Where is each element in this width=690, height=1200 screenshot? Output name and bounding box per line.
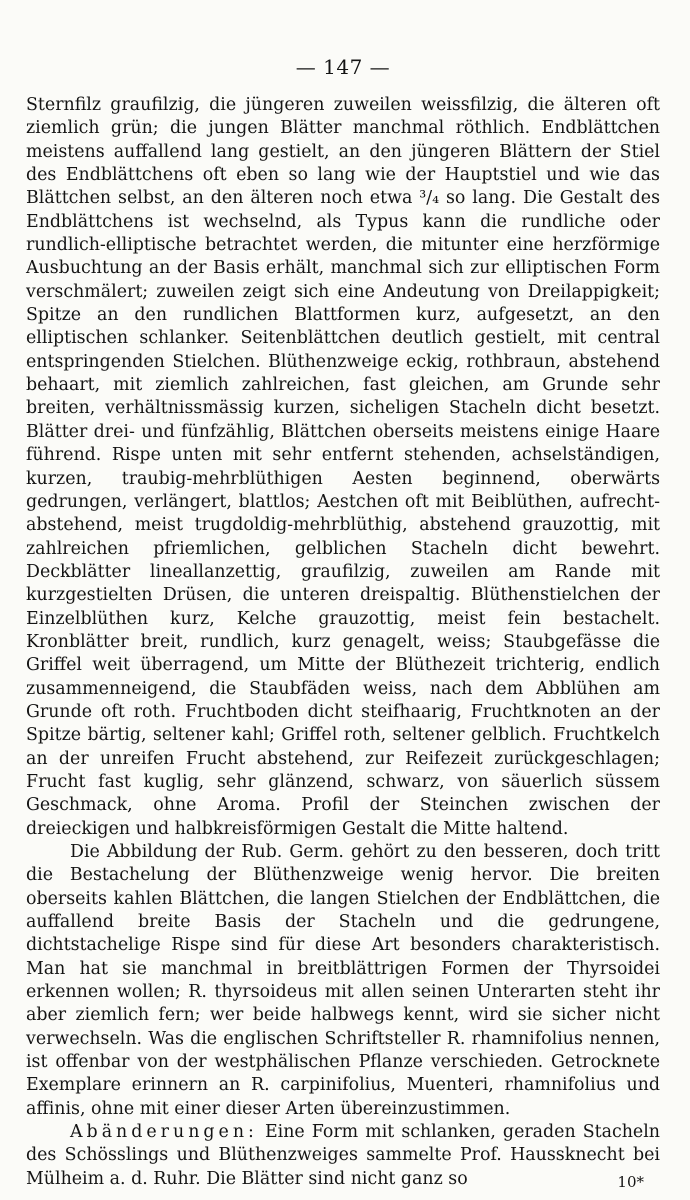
book-page <box>26 52 660 1192</box>
page-number: — 147 — <box>295 55 391 79</box>
variations-heading: Abänderungen: <box>70 1122 258 1143</box>
description-paragraph: Sternfilz graufilzig, die jüngeren zuweilen weissfilzig, die älteren oft ziemlich grün; die jungen Blätter manchmal röthlich. Endblättchen meistens auffallend lang gestielt, an den jüngeren Blättern der Stiel des Endblättchens oft eben so lang wie der Hauptstiel und wie das Blättchen selbst, an den älteren noch etwa ³/₄ so lang. Die Gestalt des Endblättchens ist wechselnd, als Typus kann die rundliche oder rundlich-elliptische betrachtet werden, die mitunter eine herzförmige Ausbuchtung an der Basis erhält, manchmal sich zur elliptischen Form verschmälert; zuweilen zeigt sich eine Andeutung von Dreilappigkeit; Spitze an den rundlichen Blattformen kurz, aufgesetzt, an den elliptischen schlanker. Seitenblättchen deutlich gestielt, mit central entspringenden Stielchen. Blüthenzweige eckig, rothbraun, abstehend behaart, mit ziemlich zahlreichen, fast gleichen, am Grunde sehr breiten, verhältnissmässig kurzen, sicheligen Stacheln dicht besetzt. Blätter drei- und fünfzählig, Blättchen oberseits meistens einige Haare führend. Rispe unten mit sehr entfernt stehenden, achselständigen, kurzen, traubig-mehrblüthigen Aesten beginnend, oberwärts gedrungen, verlängert, blattlos; Aestchen oft mit Beiblüthen, aufrecht-abstehend, meist trugdoldig-mehrblüthig, abstehend grauzottig, mit zahlreichen pfriemlichen, gelblichen Stacheln dicht bewehrt. Deckblätter lineallanzettig, graufilzig, zuweilen am Rande mit kurzgestielten Drüsen, die unteren dreispaltig. Blüthenstielchen der Einzelblüthen kurz, Kelche grauzottig, meist fein bestachelt. Kronblätter breit, rundlich, kurz genagelt, weiss; Staubgefässe die Griffel weit überragend, um Mitte der Blüthezeit trichterig, endlich zusammenneigend, die Staubfäden weiss, nach dem Abblühen am Grunde oft roth. Fruchtboden dicht steifhaarig, Fruchtknoten an der Spitze bärtig, seltener kahl; Griffel roth, seltener gelblich. Fruchtkelch an der unreifen Frucht abstehend, zur Reifezeit zurückgeschlagen; Frucht fast kuglig, sehr glänzend, schwarz, von säuerlich süssem Geschmack, ohne Aroma. Profil der Steinchen zwischen der dreieckigen und halbkreisförmigen Gestalt die Mitte haltend. <box>26 95 660 839</box>
signature-mark: 10* <box>617 1173 644 1191</box>
variations-paragraph <box>26 1121 660 1191</box>
discussion-paragraph: Die Abbildung der Rub. Germ. gehört zu den besseren, doch tritt die Bestachelung der Blüthenzweige wenig hervor. Die breiten oberseits kahlen Blättchen, die langen Stielchen der Endblättchen, die auffallend breite Basis der Stacheln und die gedrungene, dichtstachelige Rispe sind für diese Art besonders charakteristisch. Man hat sie manchmal in breitblättrigen Formen der Thyrsoidei erkennen wollen; R. thyrsoideus mit allen seinen Unterarten steht ihr aber ziemlich fern; wer beide halbwegs kennt, wird sie sicher nicht verwechseln. Was die englischen Schriftsteller R. rhamnifolius nennen, ist offenbar von der westphälischen Pflanze verschieden. Getrocknete Exemplare erinnern an R. carpinifolius, Muenteri, rhamnifolius und affinis, ohne mit einer dieser Arten übereinzustimmen. <box>26 842 660 1119</box>
variations-text: Eine Form mit schlanken, geraden Stacheln des Schösslings und Blüthenzweiges sammelte Prof. Haussknecht bei Mülheim a. d. Ruhr. Die Blätter sind nicht ganz so <box>26 1122 660 1189</box>
